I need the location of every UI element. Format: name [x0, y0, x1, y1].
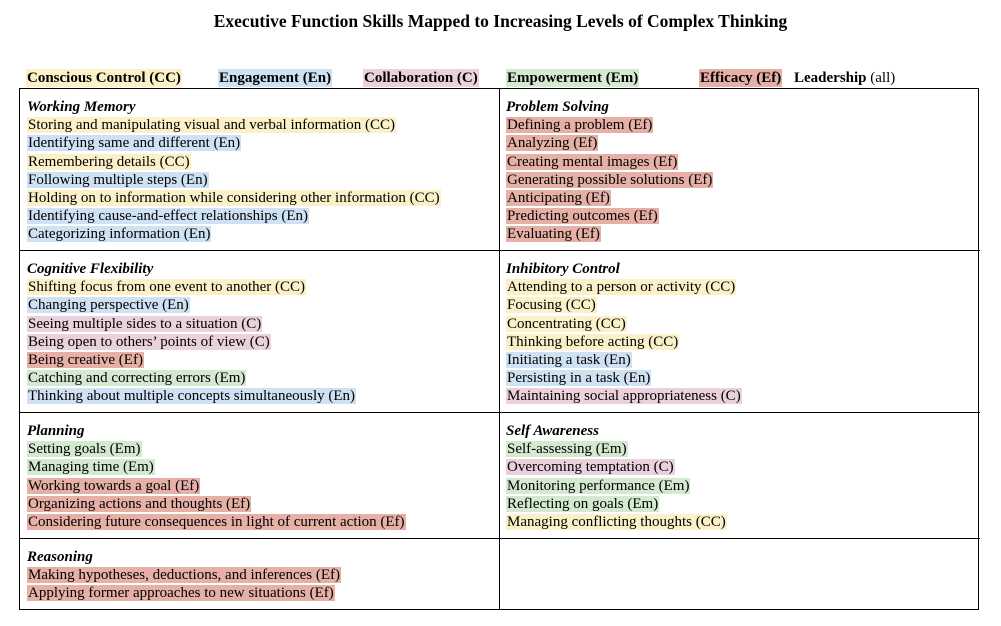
skill-text: Thinking about multiple concepts simultaneously (En)	[28, 388, 356, 405]
skill-text: Categorizing information (En)	[28, 226, 211, 243]
skill-text: Following multiple steps (En)	[28, 171, 208, 188]
skill-item	[506, 333, 980, 351]
skill-list	[506, 440, 980, 531]
skill-item	[506, 477, 980, 495]
skill-text: Holding on to information while considering other information (CC)	[28, 190, 440, 207]
skill-text: Setting goals (Em)	[28, 441, 141, 458]
skill-text: Generating possible solutions (Ef)	[507, 171, 713, 188]
skill-item	[27, 189, 499, 207]
section-heading: Working Memory	[27, 99, 136, 115]
skill-item	[506, 440, 980, 458]
legend-collaboration: Collaboration (C)	[364, 70, 478, 86]
skill-item	[27, 369, 499, 387]
skill-list	[506, 278, 980, 405]
skill-text: Being creative (Ef)	[28, 352, 143, 369]
skill-item	[27, 153, 499, 171]
skill-item	[506, 387, 980, 405]
skill-item	[506, 207, 980, 225]
skill-item	[27, 333, 499, 351]
legend-conscious-control: Conscious Control (CC)	[27, 70, 181, 86]
skill-list	[27, 440, 499, 531]
legend-efficacy: Efficacy (Ef)	[700, 70, 782, 86]
section-heading: Cognitive Flexibility	[27, 261, 154, 277]
skill-list	[506, 116, 980, 243]
skill-item	[27, 387, 499, 405]
skill-text: Monitoring performance (Em)	[507, 477, 690, 494]
skill-text: Analyzing (Ef)	[507, 135, 598, 152]
skill-item	[27, 513, 499, 531]
skill-item	[506, 171, 980, 189]
skill-list	[27, 278, 499, 405]
legend-leadership	[793, 69, 896, 87]
skill-item	[506, 369, 980, 387]
legend-leadership-label: Leadership	[794, 70, 867, 86]
skill-text: Being open to others’ points of view (C)	[28, 333, 270, 350]
section-heading: Self Awareness	[506, 423, 599, 439]
skill-text: Catching and correcting errors (Em)	[28, 370, 246, 387]
skill-item	[27, 495, 499, 513]
skill-item	[506, 296, 980, 314]
skill-text: Making hypotheses, deductions, and inferences (Ef)	[28, 567, 340, 584]
section-heading: Reasoning	[27, 549, 93, 565]
skill-text: Evaluating (Ef)	[507, 226, 600, 243]
skill-text: Creating mental images (Ef)	[507, 153, 678, 170]
section-self-awareness	[500, 413, 980, 539]
skill-text: Initiating a task (En)	[507, 352, 631, 369]
skill-item	[506, 513, 980, 531]
skill-item	[27, 225, 499, 243]
skill-item	[27, 477, 499, 495]
skill-text: Seeing multiple sides to a situation (C)	[28, 315, 262, 332]
skill-item	[506, 315, 980, 333]
skill-item	[27, 207, 499, 225]
skill-text: Persisting in a task (En)	[507, 370, 651, 387]
skill-text: Shifting focus from one event to another (CC)	[28, 279, 306, 296]
skill-text: Managing conflicting thoughts (CC)	[507, 514, 726, 531]
skill-item	[506, 153, 980, 171]
skill-text: Working towards a goal (Ef)	[28, 477, 200, 494]
skill-item	[506, 495, 980, 513]
skill-item	[27, 116, 499, 134]
skill-item	[506, 278, 980, 296]
skill-text: Attending to a person or activity (CC)	[507, 279, 736, 296]
section-cognitive-flexibility	[20, 251, 500, 413]
skill-text: Remembering details (CC)	[28, 153, 190, 170]
skill-item	[27, 458, 499, 476]
skill-item	[506, 116, 980, 134]
skill-text: Focusing (CC)	[507, 297, 596, 314]
skill-item	[506, 225, 980, 243]
legend	[26, 69, 986, 89]
skill-text: Overcoming temptation (C)	[507, 459, 674, 476]
skill-text: Defining a problem (Ef)	[507, 117, 653, 134]
skill-text: Concentrating (CC)	[507, 315, 626, 332]
skill-text: Reflecting on goals (Em)	[507, 495, 659, 512]
skill-list	[27, 566, 499, 602]
skill-item	[506, 189, 980, 207]
skills-table	[19, 88, 979, 610]
skill-text: Maintaining social appropriateness (C)	[507, 388, 741, 405]
skill-list	[27, 116, 499, 243]
skill-text: Anticipating (Ef)	[507, 190, 610, 207]
skill-item	[27, 584, 499, 602]
section-problem-solving	[500, 89, 980, 251]
skill-text: Organizing actions and thoughts (Ef)	[28, 495, 251, 512]
skill-text: Self-assessing (Em)	[507, 441, 627, 458]
skill-text: Managing time (Em)	[28, 459, 154, 476]
section-heading: Problem Solving	[506, 99, 609, 115]
skill-text: Applying former approaches to new situations (Ef)	[28, 585, 334, 602]
skill-text: Changing perspective (En)	[28, 297, 189, 314]
section-planning	[20, 413, 500, 539]
skill-item	[27, 351, 499, 369]
skill-text: Thinking before acting (CC)	[507, 333, 679, 350]
skill-item	[27, 315, 499, 333]
skill-item	[27, 566, 499, 584]
section-heading: Inhibitory Control	[506, 261, 620, 277]
section-heading: Planning	[27, 423, 85, 439]
section-working-memory	[20, 89, 500, 251]
skill-item	[506, 134, 980, 152]
page-title: Executive Function Skills Mapped to Increasing Levels of Complex Thinking	[213, 11, 788, 31]
skill-item	[27, 440, 499, 458]
skill-text: Considering future consequences in light of current action (Ef)	[28, 514, 405, 531]
skill-item	[27, 278, 499, 296]
legend-leadership-suffix: (all)	[866, 70, 896, 86]
skill-text: Storing and manipulating visual and verbal information (CC)	[28, 117, 396, 134]
skill-item	[27, 296, 499, 314]
skill-item	[27, 134, 499, 152]
section-inhibitory-control	[500, 251, 980, 413]
legend-empowerment: Empowerment (Em)	[507, 70, 639, 86]
section-empty	[500, 539, 980, 609]
skill-text: Identifying cause-and-effect relationships (En)	[28, 208, 309, 225]
skill-item	[506, 351, 980, 369]
skill-text: Predicting outcomes (Ef)	[507, 208, 658, 225]
skill-item	[506, 458, 980, 476]
section-reasoning	[20, 539, 500, 609]
legend-engagement: Engagement (En)	[219, 70, 332, 86]
skill-text: Identifying same and different (En)	[28, 135, 241, 152]
skill-item	[27, 171, 499, 189]
